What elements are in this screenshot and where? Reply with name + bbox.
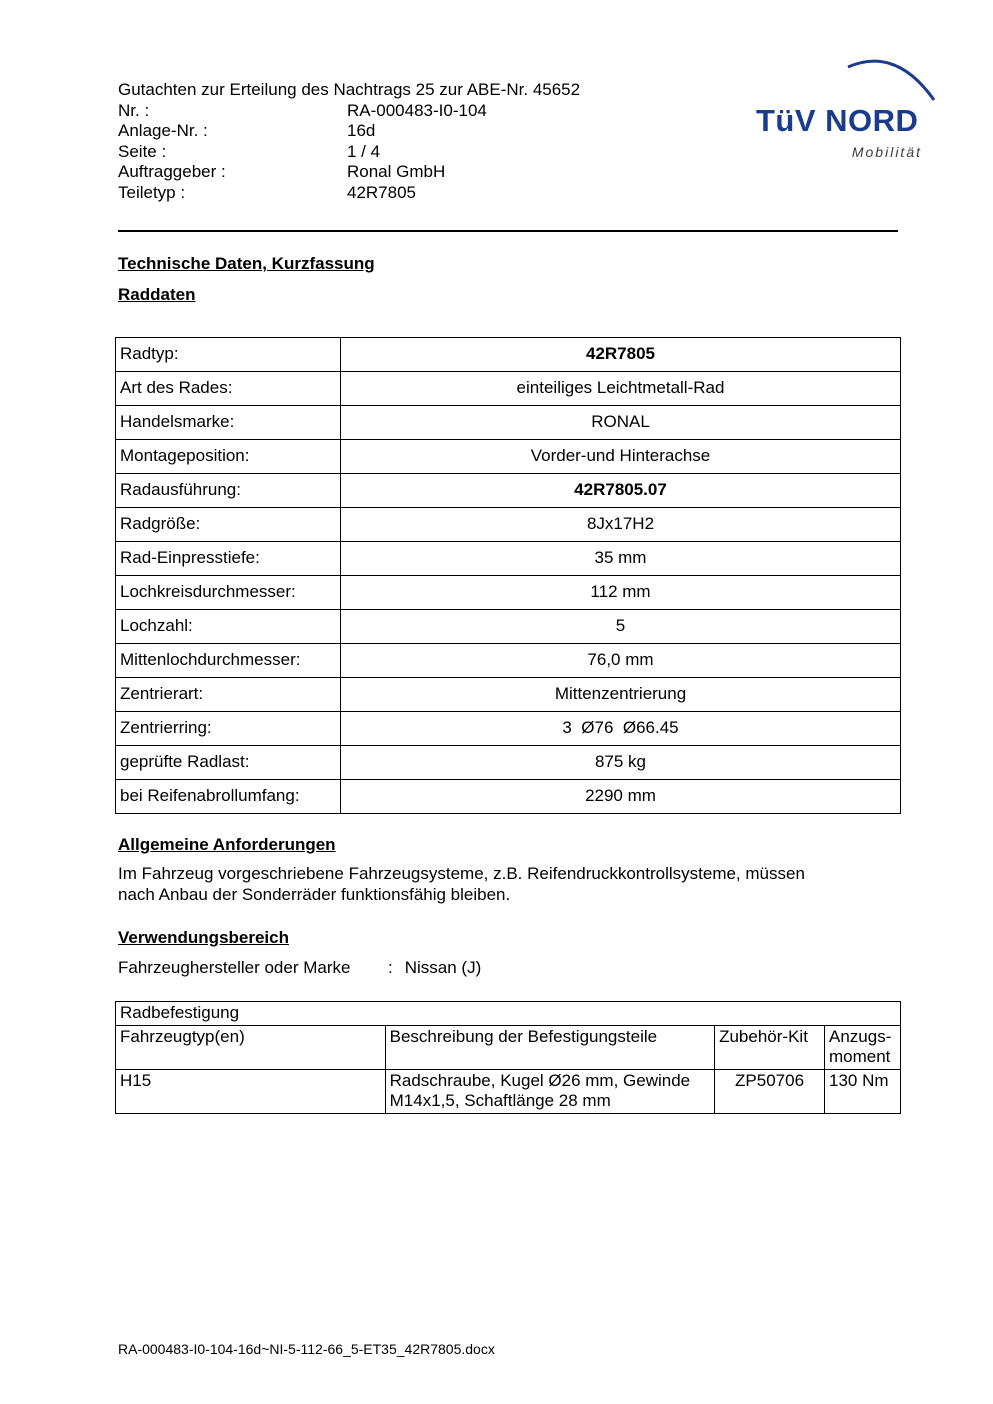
raddaten-value-cell: 35 mm — [341, 542, 901, 576]
logo-arc-swoosh — [756, 50, 940, 102]
header-field-value: 42R7805 — [347, 182, 417, 202]
raddaten-label-cell: Radgröße: — [116, 508, 341, 542]
table-row — [116, 1001, 901, 1025]
table-row — [116, 1069, 901, 1113]
table-row — [116, 542, 901, 576]
table-row — [116, 644, 901, 678]
raddaten-value-cell: 76,0 mm — [341, 644, 901, 678]
raddaten-label-cell: Lochzahl: — [116, 610, 341, 644]
table-row — [116, 406, 901, 440]
table-row — [116, 610, 901, 644]
radbefestigung-beschreibung-cell: Radschraube, Kugel Ø26 mm, Gewinde M14x1,5, Schaftlänge 28 mm — [385, 1069, 714, 1113]
raddaten-value-cell: 3 Ø76 Ø66.45 — [341, 712, 901, 746]
table-row — [116, 576, 901, 610]
table-row — [116, 746, 901, 780]
table-row — [116, 508, 901, 542]
header-field-value: 1 / 4 — [347, 141, 381, 161]
table-row — [116, 474, 901, 508]
raddaten-value-cell: 42R7805.07 — [341, 474, 901, 508]
radbefestigung-anzugsmoment-cell: 130 Nm — [825, 1069, 901, 1113]
raddaten-label-cell: Handelsmarke: — [116, 406, 341, 440]
section-heading-allgemeine-anforderungen — [118, 834, 900, 855]
table-row — [116, 338, 901, 372]
raddaten-label-cell: Radtyp: — [116, 338, 341, 372]
radbefestigung-title-cell: Radbefestigung — [116, 1001, 901, 1025]
section-heading-verwendungsbereich — [118, 927, 900, 948]
raddaten-label-cell: Montageposition: — [116, 440, 341, 474]
raddaten-label-cell: Zentrierart: — [116, 678, 341, 712]
column-header-anzugsmoment: Anzugs-moment — [825, 1025, 901, 1069]
raddaten-value-cell: Mittenzentrierung — [341, 678, 901, 712]
header-field-value: 16d — [347, 121, 376, 140]
table-row — [116, 1025, 901, 1069]
logo-subtitle: Mobilität — [851, 144, 922, 160]
raddaten-label-cell: Lochkreisdurchmesser: — [116, 576, 341, 610]
document-title: Gutachten zur Erteilung des Nachtrags 25 zur ABE-Nr. 45652 — [118, 80, 581, 99]
raddaten-value-cell: einteiliges Leichtmetall-Rad — [341, 372, 901, 406]
header-divider — [118, 230, 898, 232]
raddaten-value-cell: 8Jx17H2 — [341, 508, 901, 542]
fahrzeughersteller-label: Fahrzeughersteller oder Marke — [118, 958, 351, 977]
tuev-nord-logo — [756, 50, 940, 160]
header-field-row — [118, 183, 900, 204]
column-header-zubehoer-kit: Zubehör-Kit — [715, 1025, 825, 1069]
raddaten-value-cell: RONAL — [341, 406, 901, 440]
column-header-fahrzeugtyp: Fahrzeugtyp(en) — [116, 1025, 386, 1069]
raddaten-label-cell: bei Reifenabrollumfang: — [116, 780, 341, 814]
raddaten-label-cell: Zentrierring: — [116, 712, 341, 746]
header-field-label: Nr. : — [118, 100, 150, 120]
fahrzeughersteller-colon: : — [388, 958, 393, 977]
radbefestigung-table — [115, 1001, 901, 1114]
raddaten-table — [115, 337, 901, 814]
section-heading-text: Allgemeine Anforderungen — [118, 835, 336, 854]
section-heading-technische-daten — [118, 253, 900, 274]
radbefestigung-zubehoer-cell: ZP50706 — [715, 1069, 825, 1113]
column-header-beschreibung: Beschreibung der Befestigungsteile — [385, 1025, 714, 1069]
table-row — [116, 440, 901, 474]
table-row — [116, 678, 901, 712]
raddaten-label-cell: Radausführung: — [116, 474, 341, 508]
header-field-label: Anlage-Nr. : — [118, 121, 208, 140]
header-field-row — [118, 162, 900, 183]
section-heading-text: Technische Daten, Kurzfassung — [118, 254, 375, 273]
radbefestigung-fahrzeugtyp-cell: H15 — [116, 1069, 386, 1113]
table-row — [116, 712, 901, 746]
raddaten-value-cell: 875 kg — [341, 746, 901, 780]
header-field-value: Ronal GmbH — [347, 162, 446, 181]
raddaten-value-cell: 42R7805 — [341, 338, 901, 372]
header-field-value: RA-000483-I0-104 — [347, 100, 487, 120]
section-heading-text: Raddaten — [118, 285, 196, 304]
raddaten-label-cell: Art des Rades: — [116, 372, 341, 406]
header-field-label: Teiletyp : — [118, 182, 186, 202]
raddaten-label-cell: geprüfte Radlast: — [116, 746, 341, 780]
logo-brand-text: TüV NORD — [756, 103, 919, 138]
section-heading-raddaten — [118, 284, 900, 305]
raddaten-label-cell: Rad-Einpresstiefe: — [116, 542, 341, 576]
raddaten-value-cell: 112 mm — [341, 576, 901, 610]
table-row — [116, 372, 901, 406]
raddaten-value-cell: Vorder-und Hinterachse — [341, 440, 901, 474]
section-heading-text: Verwendungsbereich — [118, 928, 289, 947]
raddaten-label-cell: Mittenlochdurchmesser: — [116, 644, 341, 678]
header-field-label: Auftraggeber : — [118, 162, 226, 181]
header-field-label: Seite : — [118, 141, 167, 161]
allgemeine-anforderungen-text: Im Fahrzeug vorgeschriebene Fahrzeugsysteme, z.B. Reifendruckkontrollsysteme, müssen nach Anbau der Sonderräder funktionsfähig bleiben. — [118, 864, 805, 904]
raddaten-value-cell: 5 — [341, 610, 901, 644]
fahrzeughersteller-line — [118, 958, 900, 979]
footer-filename: RA-000483-I0-104-16d~NI-5-112-66_5-ET35_42R7805.docx — [118, 1341, 495, 1357]
table-row — [116, 780, 901, 814]
fahrzeughersteller-value: Nissan (J) — [404, 958, 482, 977]
raddaten-value-cell: 2290 mm — [341, 780, 901, 814]
